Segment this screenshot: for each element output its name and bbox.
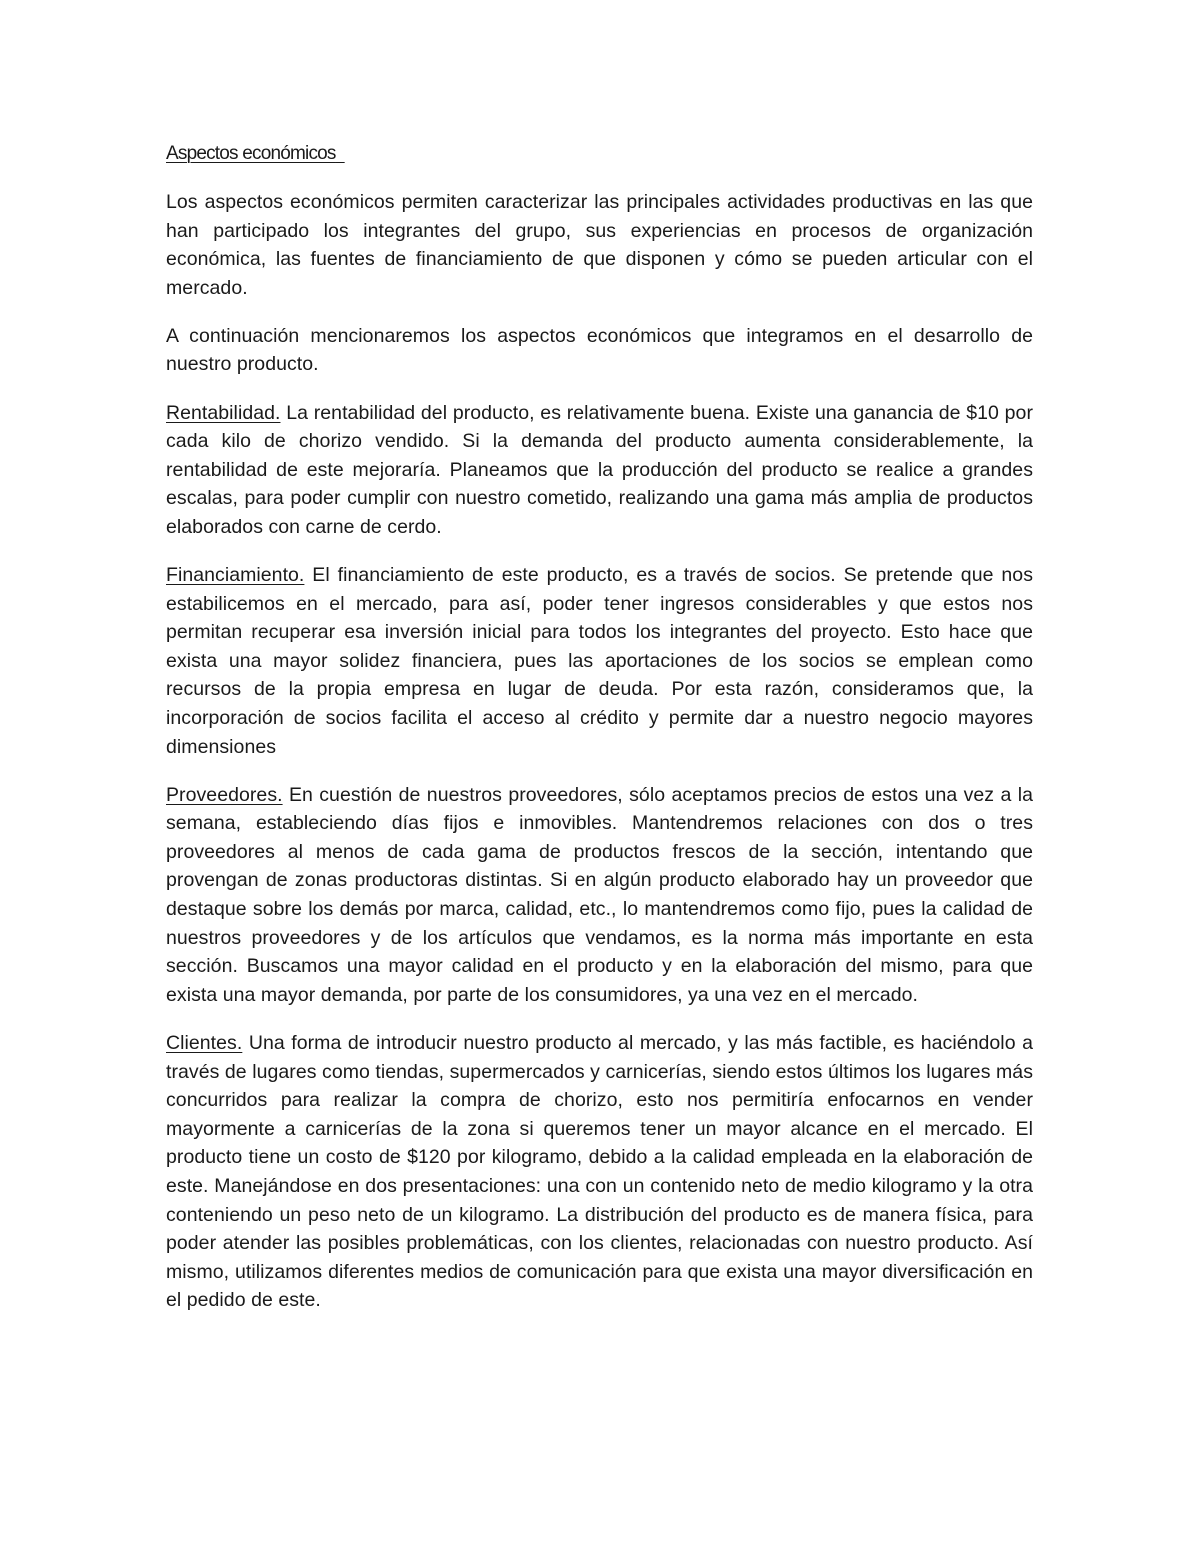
section-text: En cuestión de nuestros proveedores, sólo aceptamos precios de estos una vez a la semana, estableciendo días fijos e inmovibles. Mantendremos relaciones con dos o tres proveedores al menos de cada gama de productos frescos de la sección, intentando que provengan de zonas productoras distintas. Si en algún producto elaborado hay un proveedor que destaque sobre los demás por marca, calidad, etc., lo mantendremos como fijo, pues la calidad de nuestros proveedores y de los artículos que vendamos, es la norma más importante en esta sección. Buscamos una mayor calidad en el producto y en la elaboración del mismo, para que exista una mayor demanda, por parte de los consumidores, ya una vez en el mercado. <box>166 783 1033 1006</box>
section-label: Financiamiento. <box>166 564 305 587</box>
intro-paragraph: A continuación mencionaremos los aspectos económicos que integramos en el desarrollo de nuestro producto. <box>166 324 1033 376</box>
heading-text: Aspectos económicos <box>166 143 336 164</box>
section-text: Una forma de introducir nuestro producto al mercado, y las más factible, es haciéndolo a través de lugares como tiendas, supermercados y carnicerías, siendo estos últimos los lugares más concurridos para realizar la compra de chorizo, esto nos permitiría enfocarnos en vender mayormente a carnicerías de la zona si queremos tener un mayor alcance en el mercado. El producto tiene un costo de $120 por kilogramo, debido a la calidad empleada en la elaboración de este. Manejándose en dos presentaciones: una con un contenido neto de medio kilogramo y la otra conteniendo un peso neto de un kilogramo. La distribución del producto es de manera física, para poder atender las posibles problemáticas, con los clientes, relacionadas con nuestro producto. Así mismo, utilizamos diferentes medios de comunicación para que exista una mayor diversificación en el pedido de este. <box>166 1031 1033 1312</box>
section-clientes <box>166 1029 1033 1315</box>
section-text: El financiamiento de este producto, es a través de socios. Se pretende que nos estabilicemos en el mercado, para así, poder tener ingresos considerables y que estos nos permitan recuperar esa inversión inicial para todos los integrantes del proyecto. Esto hace que exista una mayor solidez financiera, pues las aportaciones de los socios se emplean como recursos de la propia empresa en lugar de deuda. Por esta razón, consideramos que, la incorporación de socios facilita el acceso al crédito y permite dar a nuestro negocio mayores dimensiones <box>166 564 1033 758</box>
section-label: Proveedores. <box>166 783 283 806</box>
section-proveedores <box>166 781 1033 1010</box>
intro-paragraph: Los aspectos económicos permiten caracterizar las principales actividades productivas en las que han participado los integrantes del grupo, sus experiencias en procesos de organización económica, las fuentes de financiamiento de que disponen y cómo se pueden articular con el mercado. <box>166 191 1033 299</box>
section-rentabilidad <box>166 399 1033 542</box>
section-financiamiento <box>166 561 1033 761</box>
document-heading <box>166 140 1033 168</box>
section-label: Clientes. <box>166 1031 243 1054</box>
document-body <box>166 140 1033 1334</box>
section-text: La rentabilidad del producto, es relativamente buena. Existe una ganancia de $10 por cada kilo de chorizo vendido. Si la demanda del producto aumenta considerablemente, la rentabilidad de este mejoraría. Planeamos que la producción del producto se realice a grandes escalas, para poder cumplir con nuestro cometido, realizando una gama más amplia de productos elaborados con carne de cerdo. <box>166 401 1033 538</box>
section-label: Rentabilidad. <box>166 401 281 424</box>
heading-trailing-underline <box>336 143 345 164</box>
